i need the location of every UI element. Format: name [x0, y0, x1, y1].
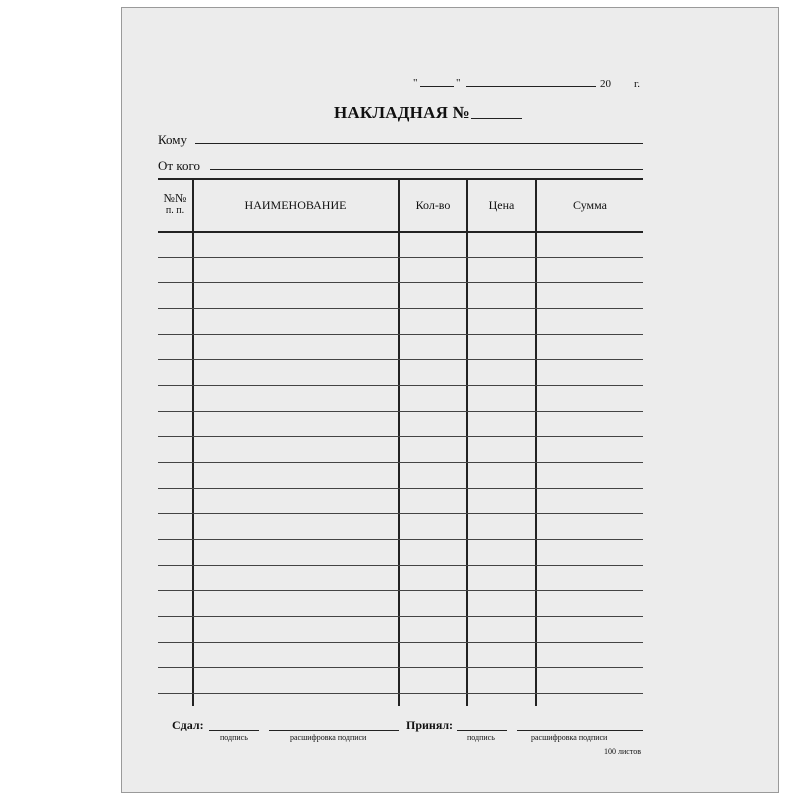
- date-open-quote: ": [413, 77, 418, 89]
- header-qty: Кол-во: [415, 198, 451, 212]
- date-close-quote: ": [456, 77, 461, 89]
- table-top-border: [158, 178, 643, 180]
- table-row: [158, 616, 643, 617]
- handed-signature-caption: подпись: [220, 733, 248, 742]
- received-signature-caption: подпись: [467, 733, 495, 742]
- table-row: [158, 334, 643, 335]
- table-row: [158, 488, 643, 489]
- received-label: Принял:: [406, 718, 454, 732]
- table-row: [158, 257, 643, 258]
- header-name: НАИМЕНОВАНИЕ: [244, 198, 347, 212]
- date-day-field[interactable]: [420, 86, 454, 87]
- table-row: [158, 513, 643, 514]
- received-signature-field[interactable]: [457, 730, 507, 731]
- header-num: [158, 192, 192, 216]
- handed-signature-field[interactable]: [209, 730, 259, 731]
- header-price: Цена: [488, 198, 515, 212]
- header-num-line1: №№: [163, 191, 187, 205]
- table-row: [158, 462, 643, 463]
- received-decoding-field[interactable]: [517, 730, 643, 731]
- date-year-prefix: 20: [600, 78, 611, 90]
- table-row: [158, 436, 643, 437]
- table-row: [158, 359, 643, 360]
- table-row: [158, 282, 643, 283]
- table-row: [158, 667, 643, 668]
- table-row: [158, 642, 643, 643]
- table-row: [158, 411, 643, 412]
- handed-decoding-field[interactable]: [269, 730, 399, 731]
- table-row: [158, 308, 643, 309]
- to-label: Кому: [158, 132, 188, 147]
- table-row: [158, 590, 643, 591]
- date-month-field[interactable]: [466, 86, 596, 87]
- table-row: [158, 385, 643, 386]
- items-table: [158, 178, 643, 706]
- from-field[interactable]: [210, 169, 643, 170]
- date-year-suffix: г.: [634, 78, 641, 90]
- invoice-form-sheet: [121, 7, 779, 793]
- handed-label: Сдал:: [172, 718, 204, 732]
- table-row: [158, 539, 643, 540]
- date-year-field[interactable]: [614, 86, 632, 87]
- table-row: [158, 693, 643, 694]
- table-header-bottom-border: [158, 231, 643, 233]
- header-num-line2: п. п.: [165, 205, 185, 217]
- header-sum: Сумма: [573, 198, 607, 212]
- received-decoding-caption: расшифровка подписи: [531, 733, 608, 742]
- invoice-title: НАКЛАДНАЯ №: [334, 103, 470, 122]
- handed-decoding-caption: расшифровка подписи: [290, 733, 367, 742]
- sheet-count: 100 листов: [604, 747, 641, 756]
- table-row: [158, 565, 643, 566]
- invoice-number-field[interactable]: [471, 118, 522, 119]
- from-label: От кого: [158, 158, 200, 173]
- to-field[interactable]: [195, 143, 643, 144]
